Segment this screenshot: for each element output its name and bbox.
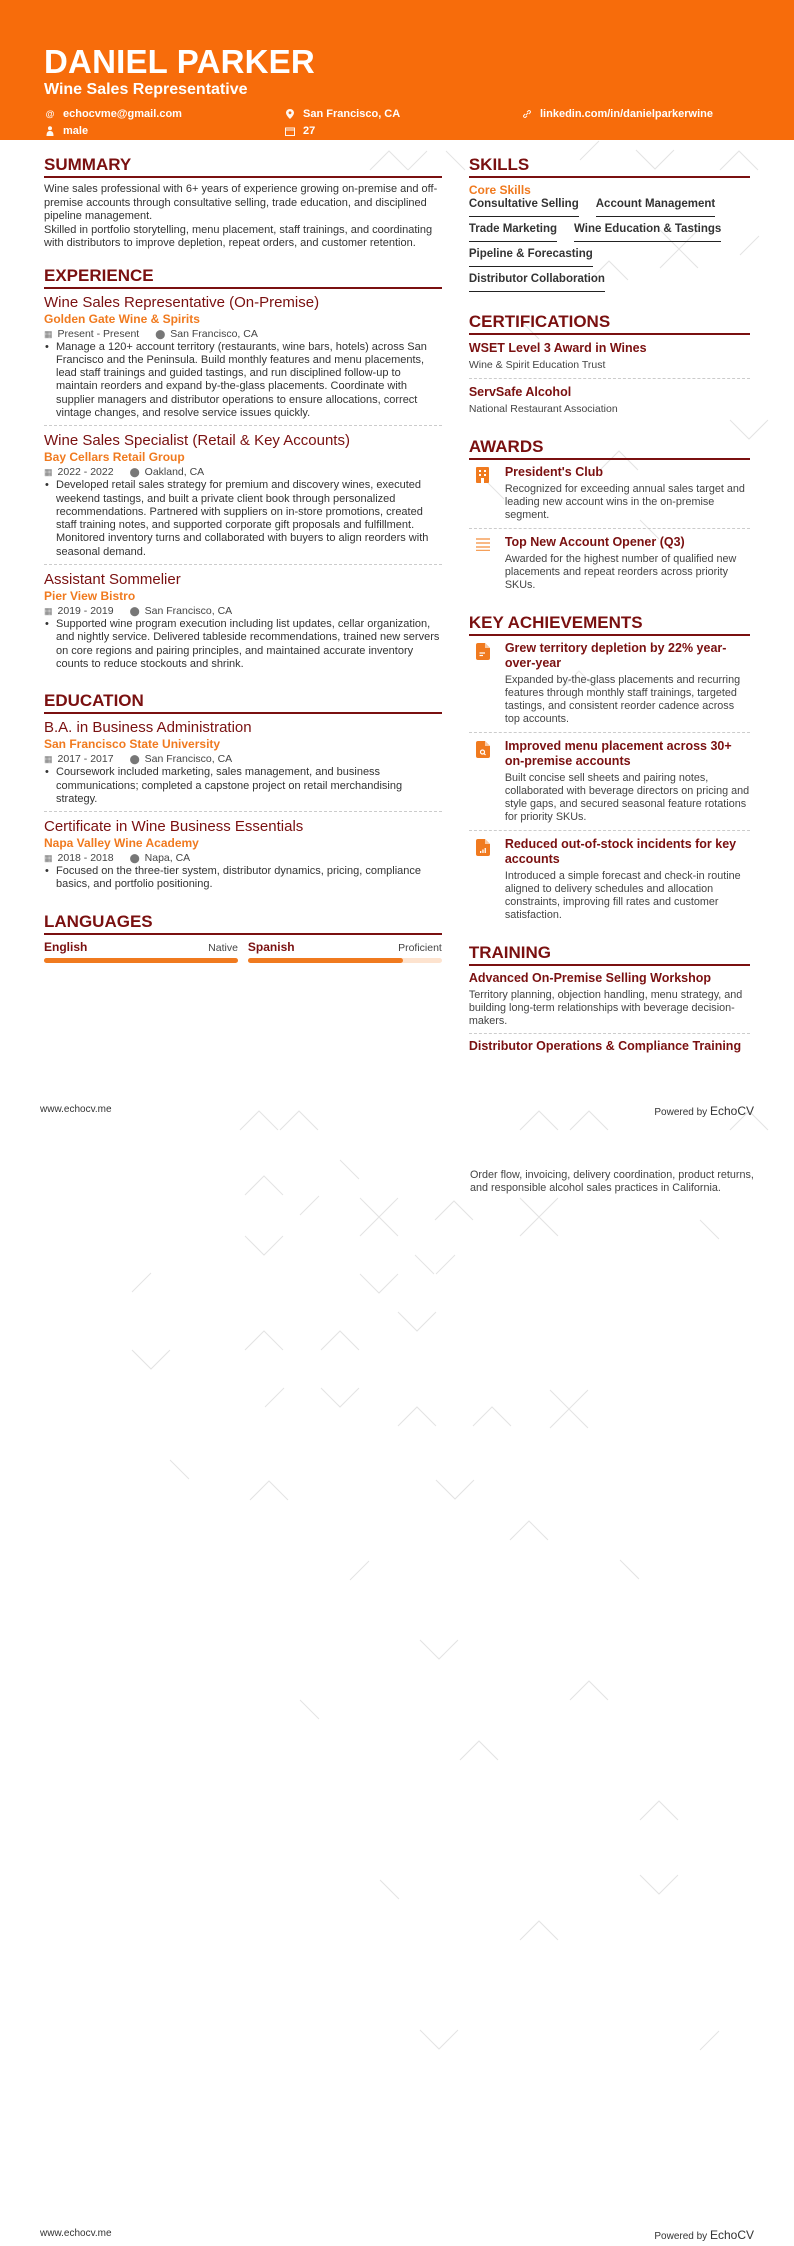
location-icon: ⬤ [129,754,140,765]
training-description-continued: Order flow, invoicing, delivery coordination, product returns, and responsible alcohol sales practices in California. [470,1169,754,1194]
page-footer [40,1104,754,1118]
calendar-icon: ▦ [44,606,53,617]
job-meta [44,327,442,341]
right-column [469,156,750,1075]
award-name: President's Club [504,465,603,479]
training-name: Distributor Operations & Compliance Training [468,1039,742,1053]
achievement-item [469,641,750,733]
contact-list [44,106,750,139]
achievement-item [469,739,750,831]
location-icon: ⬤ [155,328,166,339]
section-title: SKILLS [469,156,750,178]
achievements-section [469,614,750,928]
document-search-icon [469,739,505,824]
achievement-description: Introduced a simple forecast and check-in routine aligned to delivery schedules and allocation constraints, improving fill rates and customer satisfaction. [504,870,741,921]
education-dates: 2018 - 2018 [57,852,114,865]
award-description: Recognized for exceeding annual sales target and leading new account wins in the on-premise segment. [504,483,745,521]
resume-header [0,0,794,140]
candidate-name: DANIEL PARKER [44,43,315,80]
education-meta [44,752,442,766]
calendar-icon [284,127,296,136]
training-section [469,944,750,1059]
education-meta [44,851,442,865]
link-icon [521,109,533,119]
training-item [469,1039,750,1059]
calendar-icon: ▦ [44,853,53,864]
experience-item [44,432,442,565]
job-title: Wine Sales Specialist (Retail & Key Accounts) [44,432,350,450]
building-icon [469,465,505,522]
certification-name: WSET Level 3 Award in Wines [468,341,647,355]
language-name: Spanish [247,939,295,954]
left-column [44,156,442,1075]
certification-item [469,384,750,422]
achievement-item [469,837,750,928]
document-icon [469,641,505,726]
summary-section [44,156,442,251]
experience-item [44,571,442,676]
skill-tag: Pipeline & Forecasting [469,247,593,267]
job-location: San Francisco, CA [170,327,258,340]
degree-title: B.A. in Business Administration [44,719,252,737]
company-name: Pier View Bistro [44,589,136,604]
skill-tag: Trade Marketing [469,222,557,242]
location-icon: ⬤ [129,853,140,864]
job-description: • Developed retail sales strategy for premium and discovery wines, executed weekend tastings, and built a private client book through personalized recommendations. Partnered with suppliers on in-store promotions, created staff training notes, and supported corporate gift proposals and fulfillment. Monitored inventory turns and collaborated with buyers to align reorders with seasonal demand. [44,479,442,559]
job-description: • Manage a 120+ account territory (restaurants, wine bars, hotels) across San Francisco and the Peninsula. Build monthly features and menu placements, lead staff trainings and guided tastings, and run disciplined follow-up to maintain reorders and expand by-the-glass placements. Coordinate with supplier managers and distributor operations to ensure allocations, correct vintage changes, and resolve service issues quickly. [44,341,442,421]
certification-issuer: National Restaurant Association [468,403,618,415]
footer-brand[interactable]: EchoCV [709,1104,754,1118]
contact-email[interactable]: @ echocvme@gmail.com [45,108,182,120]
certifications-section [469,313,750,422]
awards-section [469,438,750,598]
achievement-name: Reduced out-of-stock incidents for key accounts [504,837,737,866]
at-icon: @ [45,109,55,119]
contact-linkedin[interactable]: linkedin.com/in/danielparkerwine [521,106,771,122]
school-name: Napa Valley Wine Academy [44,836,199,851]
contact-location: San Francisco, CA [284,106,521,122]
job-dates: Present - Present [57,327,140,340]
education-dates: 2017 - 2017 [57,753,114,766]
page-footer [40,2228,754,2242]
skill-tag: Account Management [596,197,716,217]
skills-section [469,156,750,297]
summary-paragraph: Wine sales professional with 6+ years of experience growing on-premise and off-premise accounts through consultative selling, trade education, and disciplined pipeline management. [44,183,438,222]
section-title: EXPERIENCE [44,267,442,289]
education-item [44,719,442,812]
section-title: TRAINING [469,944,750,966]
achievement-name: Improved menu placement across 30+ on-premise accounts [504,739,732,768]
person-icon [44,126,56,136]
education-description: • Focused on the three-tier system, distributor dynamics, pricing, compliance basics, and portfolio positioning. [44,865,442,892]
education-section [44,692,442,896]
certification-issuer: Wine & Spirit Education Trust [468,359,606,371]
skill-tag: Wine Education & Tastings [574,222,721,242]
education-description: • Coursework included marketing, sales management, and business communications; completed a capstone project on retail merchandising strategy. [44,766,442,806]
achievement-description: Expanded by-the-glass placements and recurring features through monthly staff trainings, targeted tastings, and consistent reorder cadence across top accounts. [504,674,741,725]
award-name: Top New Account Opener (Q3) [504,535,685,549]
section-title: EDUCATION [44,692,442,714]
languages-section [44,913,442,963]
content-columns [0,156,794,1075]
degree-title: Certificate in Wine Business Essentials [44,818,304,836]
training-description: Territory planning, objection handling, menu strategy, and building long-term relationships with beverage decision-makers. [468,989,743,1027]
language-level: Proficient [398,941,442,954]
award-item [469,465,750,529]
experience-section [44,267,442,677]
calendar-icon: ▦ [44,328,53,339]
company-name: Golden Gate Wine & Spirits [44,311,200,326]
summary-paragraph: Skilled in portfolio storytelling, menu placement, staff trainings, and coordinating with distributors to improve depletion, repeat orders, and customer retention. [44,223,433,249]
location-icon: ⬤ [129,467,140,478]
job-description: • Supported wine program execution including list updates, cellar organization, and nightly service. Delivered tableside recommendations, trained new servers on core regions and pairing principles, and maintained accurate inventory counts to reduce stockouts and shrink. [44,618,442,671]
location-icon: ⬤ [129,606,140,617]
calendar-icon: ▦ [44,467,53,478]
location-icon [284,109,296,119]
award-description: Awarded for the highest number of qualified new placements and repeat reorders across priority SKUs. [504,553,737,591]
skill-list [469,197,750,297]
company-name: Bay Cellars Retail Group [44,450,185,465]
award-item [469,535,750,598]
footer-website-link[interactable]: www.echocv.me [40,2228,112,2239]
candidate-title: Wine Sales Representative [44,81,248,98]
job-title: Wine Sales Representative (On-Premise) [44,293,320,311]
training-item [469,971,750,1034]
training-name: Advanced On-Premise Selling Workshop [468,971,712,985]
education-item [44,818,442,897]
certification-name: ServSafe Alcohol [468,385,572,399]
contact-age: 27 [284,123,521,139]
section-title: SUMMARY [44,156,442,178]
document-chart-icon [469,837,505,922]
section-title: KEY ACHIEVEMENTS [469,614,750,636]
language-progress-bar [44,958,238,963]
education-location: San Francisco, CA [144,753,233,766]
job-dates: 2019 - 2019 [57,605,114,618]
section-title: CERTIFICATIONS [469,313,750,335]
school-name: San Francisco State University [44,737,221,752]
skill-tag: Distributor Collaboration [469,272,605,292]
skills-subtitle: Core Skills [468,183,531,197]
section-title: LANGUAGES [44,913,442,935]
list-icon [469,535,505,592]
job-location: San Francisco, CA [144,605,233,618]
achievement-description: Built concise sell sheets and pairing notes, collaborated with beverage directors on pricing and style gaps, and secured seasonal feature rotations for priority SKUs. [504,772,750,823]
contact-gender: male [44,123,284,139]
achievement-name: Grew territory depletion by 22% year-over-year [504,641,727,670]
job-meta [44,465,442,479]
language-progress-bar [248,958,442,963]
language-item [248,940,442,963]
job-location: Oakland, CA [144,466,205,479]
footer-website-link[interactable]: www.echocv.me [40,1104,112,1115]
language-level: Native [208,941,238,954]
footer-powered-by: Powered by EchoCV [654,2228,754,2242]
job-title: Assistant Sommelier [44,571,181,589]
language-name: English [44,939,88,954]
job-meta [44,604,442,618]
language-item [44,940,238,963]
certification-item [469,340,750,379]
language-list [44,940,442,963]
footer-brand[interactable]: EchoCV [709,2228,754,2242]
calendar-icon: ▦ [44,754,53,765]
job-dates: 2022 - 2022 [57,466,114,479]
footer-powered-by: Powered by EchoCV [654,1104,754,1118]
education-location: Napa, CA [144,852,191,865]
section-title: AWARDS [469,438,750,460]
skill-tag: Consultative Selling [469,197,579,217]
experience-item [44,294,442,427]
